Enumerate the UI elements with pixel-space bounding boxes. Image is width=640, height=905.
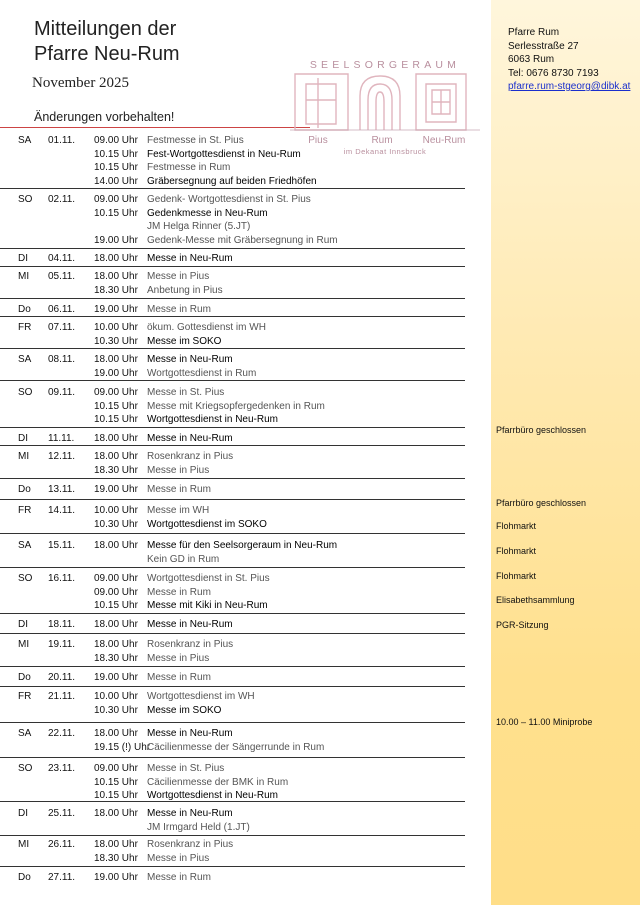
entry-time: 10.30 Uhr	[94, 704, 138, 716]
date: 22.11.	[48, 728, 76, 739]
entry-event: Messe in St. Pius	[147, 387, 225, 398]
weekday: FR	[18, 322, 32, 333]
contact-city: 6063 Rum	[508, 54, 555, 65]
entry-event: Festmesse in St. Pius	[147, 135, 244, 146]
side-note: Flohmarkt	[496, 546, 537, 556]
entry-time: 19.00 Uhr	[94, 234, 138, 246]
entry-event: Cäcilienmesse der Sängerrunde in Rum	[147, 741, 325, 753]
entry-time: 09.00 Uhr	[94, 586, 138, 598]
entry-time: 14.00 Uhr	[94, 175, 138, 187]
date: 02.11.	[48, 194, 76, 205]
weekday: SO	[18, 573, 33, 584]
contact-block	[508, 26, 630, 94]
weekday: Do	[18, 304, 31, 315]
row-divider	[0, 380, 465, 381]
date: 19.11.	[48, 639, 76, 650]
entry-event: Kein GD in Rum	[147, 553, 220, 565]
date: 21.11.	[48, 691, 76, 702]
entry-event: Messe in Pius	[147, 271, 210, 282]
entry-event: Wortgottesdienst in St. Pius	[147, 573, 270, 584]
entry-time: 10.00 Uhr	[94, 505, 138, 516]
date: 25.11.	[48, 808, 76, 819]
entry-time: 10.15 Uhr	[94, 148, 138, 160]
row-divider	[0, 613, 465, 614]
side-note: PGR-Sitzung	[496, 620, 549, 630]
entry-event: JM Helga Rinner (5.JT)	[147, 221, 251, 232]
entry-event: Messe in Neu-Rum	[147, 433, 233, 444]
date: 08.11.	[48, 354, 76, 365]
row-divider	[0, 757, 465, 758]
date: 27.11.	[48, 872, 76, 883]
entry-time: 18.00 Uhr	[94, 639, 138, 650]
row-divider	[0, 533, 465, 534]
date: 23.11.	[48, 763, 76, 774]
entry-event: Messe in Neu-Rum	[147, 354, 233, 365]
row-divider	[0, 427, 465, 428]
entry-event: Messe in Neu-Rum	[147, 808, 233, 819]
entry-event: Messe in Rum	[147, 672, 211, 683]
logo-top-text: SEELSORGERAUM	[309, 59, 461, 71]
entry-time: 10.30 Uhr	[94, 518, 138, 530]
entry-time: 10.15 Uhr	[94, 414, 138, 425]
weekday: FR	[18, 691, 32, 702]
entry-time: 18.30 Uhr	[94, 652, 138, 664]
entry-time: 18.00 Uhr	[94, 728, 138, 739]
side-note: Pfarrbüro geschlossen	[496, 425, 587, 435]
row-divider	[0, 722, 465, 723]
entry-time: 18.00 Uhr	[94, 354, 138, 365]
entry-time: 09.00 Uhr	[94, 387, 138, 398]
date: 04.11.	[48, 253, 76, 264]
date: 18.11.	[48, 619, 76, 630]
weekday: SO	[18, 763, 33, 774]
entry-event: Gräbersegnung auf beiden Friedhöfen	[147, 175, 317, 187]
entry-time: 10.00 Uhr	[94, 322, 138, 333]
entry-time: 10.30 Uhr	[94, 335, 138, 347]
entry-event: Messe im SOKO	[147, 704, 222, 716]
date: 14.11.	[48, 505, 76, 516]
entry-time: 09.00 Uhr	[94, 763, 138, 774]
entry-time: 10.15 Uhr	[94, 600, 138, 611]
weekday: Do	[18, 484, 31, 495]
row-divider	[0, 445, 465, 446]
row-divider	[0, 478, 465, 479]
entry-time: 18.30 Uhr	[94, 852, 138, 864]
row-divider	[0, 801, 465, 802]
entry-event: Rosenkranz in Pius	[147, 839, 234, 850]
entry-time: 19.00 Uhr	[94, 672, 138, 683]
date: 16.11.	[48, 573, 76, 584]
entry-event: Wortgottesdienst im WH	[147, 691, 255, 702]
weekday: DI	[18, 808, 28, 819]
contact-sidebar	[491, 0, 640, 905]
entry-event: Fest-Wortgottesdienst in Neu-Rum	[147, 148, 301, 160]
weekday: SA	[18, 354, 32, 365]
seelsorgeraum-logo	[290, 56, 480, 160]
date: 26.11.	[48, 839, 76, 850]
weekday: SO	[18, 194, 33, 205]
entry-time: 10.15 Uhr	[94, 207, 138, 219]
row-divider	[0, 316, 465, 317]
weekday: MI	[18, 839, 30, 850]
entry-event: Wortgottesdienst im SOKO	[147, 518, 267, 530]
side-note: 10.00 – 11.00 Miniprobe	[496, 717, 593, 727]
entry-time: 18.30 Uhr	[94, 284, 138, 296]
entry-time: 18.00 Uhr	[94, 271, 138, 282]
entry-time: 18.00 Uhr	[94, 253, 138, 264]
entry-event: Messe in Pius	[147, 652, 210, 664]
row-divider	[0, 499, 465, 500]
page-title-line1: Mitteilungen der	[34, 18, 177, 40]
weekday: FR	[18, 505, 32, 516]
entry-time: 19.00 Uhr	[94, 304, 138, 315]
weekday: SA	[18, 135, 32, 146]
entry-event: Messe in Rum	[147, 304, 211, 315]
row-divider	[0, 298, 465, 299]
header-divider	[0, 127, 310, 128]
entry-event: Gedenk-Messe mit Gräbersegnung in Rum	[147, 234, 338, 246]
entry-event: Festmesse in Rum	[147, 162, 231, 173]
entry-event: Messe in Neu-Rum	[147, 619, 233, 630]
entry-time: 18.30 Uhr	[94, 464, 138, 476]
entry-event: Messe mit Kiki in Neu-Rum	[147, 600, 268, 611]
entry-time: 18.00 Uhr	[94, 808, 138, 819]
entry-time: 18.00 Uhr	[94, 451, 138, 462]
entry-time: 09.00 Uhr	[94, 573, 138, 584]
entry-event: Messe in St. Pius	[147, 763, 225, 774]
date: 07.11.	[48, 322, 76, 333]
entry-event: Messe in Pius	[147, 464, 210, 476]
weekday: MI	[18, 639, 30, 650]
entry-event: Anbetung in Pius	[147, 284, 223, 296]
side-note: Pfarrbüro geschlossen	[496, 498, 587, 508]
entry-event: JM Irmgard Held (1.JT)	[147, 821, 250, 833]
entry-event: Gedenk- Wortgottesdienst in St. Pius	[147, 194, 311, 205]
contact-email-link[interactable]: pfarre.rum-stgeorg@dibk.at	[508, 81, 631, 92]
row-divider	[0, 348, 465, 349]
contact-street: Serlesstraße 27	[508, 40, 579, 52]
row-divider	[0, 866, 465, 867]
entry-time: 19.00 Uhr	[94, 484, 138, 495]
entry-event: Wortgottesdienst in Rum	[147, 367, 257, 379]
entry-event: ökum. Gottesdienst im WH	[147, 322, 266, 333]
entry-time: 19.00 Uhr	[94, 367, 138, 379]
entry-event: Messe in Pius	[147, 852, 210, 864]
weekday: SA	[18, 540, 32, 551]
entry-event: Messe in Rum	[147, 586, 211, 598]
contact-phone: Tel: 0676 8730 7193	[508, 67, 599, 79]
date: 20.11.	[48, 672, 76, 683]
entry-event: Gedenkmesse in Neu-Rum	[147, 207, 268, 219]
entry-time: 10.15 Uhr	[94, 790, 138, 801]
row-divider	[0, 567, 465, 568]
entry-event: Messe in Rum	[147, 484, 211, 495]
row-divider	[0, 633, 465, 634]
weekday: SO	[18, 387, 33, 398]
entry-event: Messe in Rum	[147, 872, 211, 883]
page-title-line2: Pfarre Neu-Rum	[34, 43, 180, 65]
entry-time: 10.15 Uhr	[94, 776, 138, 788]
entry-event: Messe für den Seelsorgeraum in Neu-Rum	[147, 540, 338, 551]
side-note: Flohmarkt	[496, 571, 537, 581]
logo-parish-rum: Rum	[371, 135, 393, 146]
row-divider	[0, 248, 465, 249]
entry-event: Cäcilienmesse der BMK in Rum	[147, 776, 289, 788]
entry-event: Messe im WH	[147, 505, 210, 516]
row-divider	[0, 686, 465, 687]
entry-event: Messe in Neu-Rum	[147, 253, 233, 264]
weekday: SA	[18, 728, 32, 739]
date: 12.11.	[48, 451, 76, 462]
row-divider	[0, 188, 465, 189]
date: 06.11.	[48, 304, 76, 315]
entry-time: 09.00 Uhr	[94, 135, 138, 146]
changes-note: Änderungen vorbehalten!	[34, 110, 175, 124]
row-divider	[0, 266, 465, 267]
date: 09.11.	[48, 387, 76, 398]
entry-event: Rosenkranz in Pius	[147, 451, 234, 462]
entry-time: 19.00 Uhr	[94, 872, 138, 883]
entry-time: 10.15 Uhr	[94, 400, 138, 412]
entry-event: Wortgottesdienst in Neu-Rum	[147, 790, 278, 801]
entry-time: 18.00 Uhr	[94, 839, 138, 850]
logo-parish-pius: Pius	[308, 135, 328, 146]
entry-event: Wortgottesdienst in Neu-Rum	[147, 414, 278, 425]
weekday: DI	[18, 253, 28, 264]
weekday: MI	[18, 451, 30, 462]
side-note: Flohmarkt	[496, 521, 537, 531]
entry-time: 18.00 Uhr	[94, 433, 138, 444]
entry-time: 10.00 Uhr	[94, 691, 138, 702]
entry-time: 18.00 Uhr	[94, 540, 138, 551]
weekday: Do	[18, 672, 31, 683]
entry-time: 19.15 (!) Uhr	[94, 741, 151, 753]
date: 13.11.	[48, 484, 76, 495]
date: 11.11.	[48, 433, 75, 444]
row-divider	[0, 835, 465, 836]
row-divider	[0, 666, 465, 667]
logo-parish-neurum: Neu-Rum	[422, 135, 466, 146]
month-label: November 2025	[32, 75, 130, 91]
weekday: DI	[18, 619, 28, 630]
entry-time: 10.15 Uhr	[94, 162, 138, 173]
contact-name: Pfarre Rum	[508, 27, 560, 38]
entry-event: Messe in Neu-Rum	[147, 728, 233, 739]
entry-time: 18.00 Uhr	[94, 619, 138, 630]
weekday: MI	[18, 271, 30, 282]
date: 15.11.	[48, 540, 76, 551]
weekday: DI	[18, 433, 28, 444]
date: 01.11.	[48, 135, 76, 146]
entry-event: Messe mit Kriegsopfergedenken in Rum	[147, 400, 325, 412]
entry-time: 09.00 Uhr	[94, 194, 138, 205]
logo-subtitle: im Dekanat Innsbruck	[343, 147, 427, 156]
entry-event: Messe im SOKO	[147, 335, 222, 347]
side-note: Elisabethsammlung	[496, 595, 575, 605]
date: 05.11.	[48, 271, 76, 282]
weekday: Do	[18, 872, 31, 883]
entry-event: Rosenkranz in Pius	[147, 639, 234, 650]
